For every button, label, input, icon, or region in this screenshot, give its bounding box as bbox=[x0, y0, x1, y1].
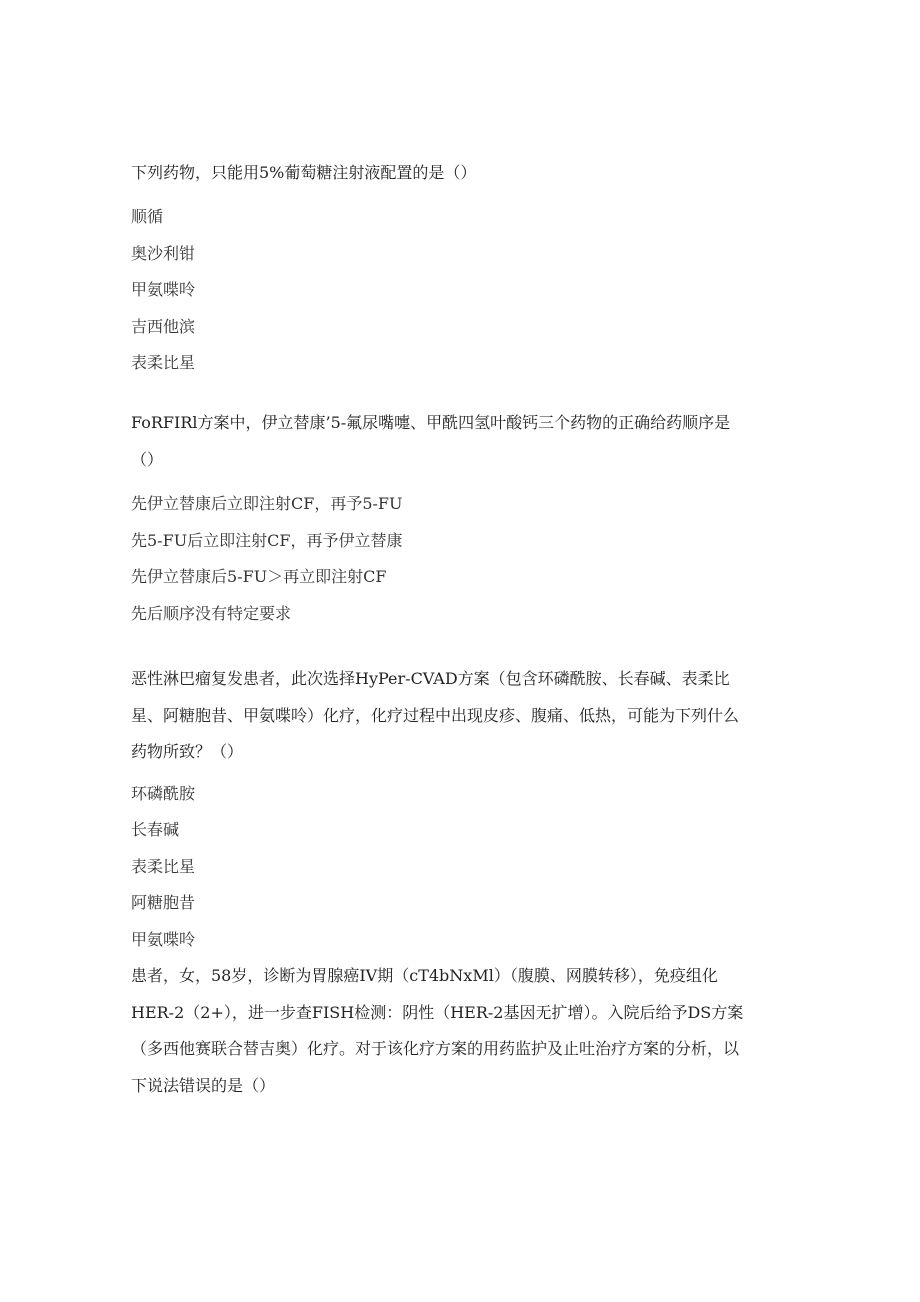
option: 先5-FU后立即注射CF，再予伊立替康 bbox=[131, 531, 403, 550]
option: 长春碱 bbox=[131, 820, 180, 839]
option: 奥沙利钳 bbox=[131, 244, 196, 263]
question-stem: （多西他赛联合替吉奥）化疗。对于该化疗方案的用药监护及止吐治疗方案的分析，以 bbox=[131, 1039, 740, 1058]
question-stem: 星、阿糖胞昔、甲氨喋呤）化疗，化疗过程中出现皮疹、腹痛、低热，可能为下列什么 bbox=[131, 706, 740, 725]
question-stem: 恶性淋巴瘤复发患者，此次选择HyPer-CVAD方案（包含环磷酰胺、长春碱、表柔比 bbox=[131, 669, 730, 688]
question-stem: FoRFIRl方案中，伊立替康’5-氟尿嘴嚏、甲酰四氢叶酸钙三个药物的正确给药顺序是 bbox=[131, 413, 731, 432]
question-stem: 患者，女，58岁，诊断为胃腺癌IV期（cT4bNxMl）（腹膜、网膜转移），免疫组化 bbox=[131, 966, 718, 985]
option: 顺循 bbox=[131, 207, 164, 226]
option: 先伊立替康后5-FU＞再立即注射CF bbox=[131, 567, 387, 586]
option: 先伊立替康后立即注射CF，再予5-FU bbox=[131, 494, 403, 513]
question-stem: （） bbox=[131, 450, 164, 469]
option: 甲氨喋呤 bbox=[131, 930, 196, 949]
question-stem: 下列药物，只能用5%葡萄糖注射液配置的是（） bbox=[131, 163, 477, 182]
option: 阿糖胞昔 bbox=[131, 893, 196, 912]
option: 先后顺序没有特定要求 bbox=[131, 604, 292, 623]
question-stem: 下说法错误的是（） bbox=[131, 1076, 276, 1095]
question-stem: HER-2（2+），进一步查FISH检测：阴性（HER-2基因无扩增）。入院后给予DS方案 bbox=[131, 1003, 744, 1022]
option: 甲氨喋呤 bbox=[131, 280, 196, 299]
option: 环磷酰胺 bbox=[131, 784, 196, 803]
option: 表柔比星 bbox=[131, 353, 196, 372]
option: 吉西他滨 bbox=[131, 317, 196, 336]
question-stem: 药物所致？（） bbox=[131, 742, 244, 761]
option: 表柔比星 bbox=[131, 857, 196, 876]
